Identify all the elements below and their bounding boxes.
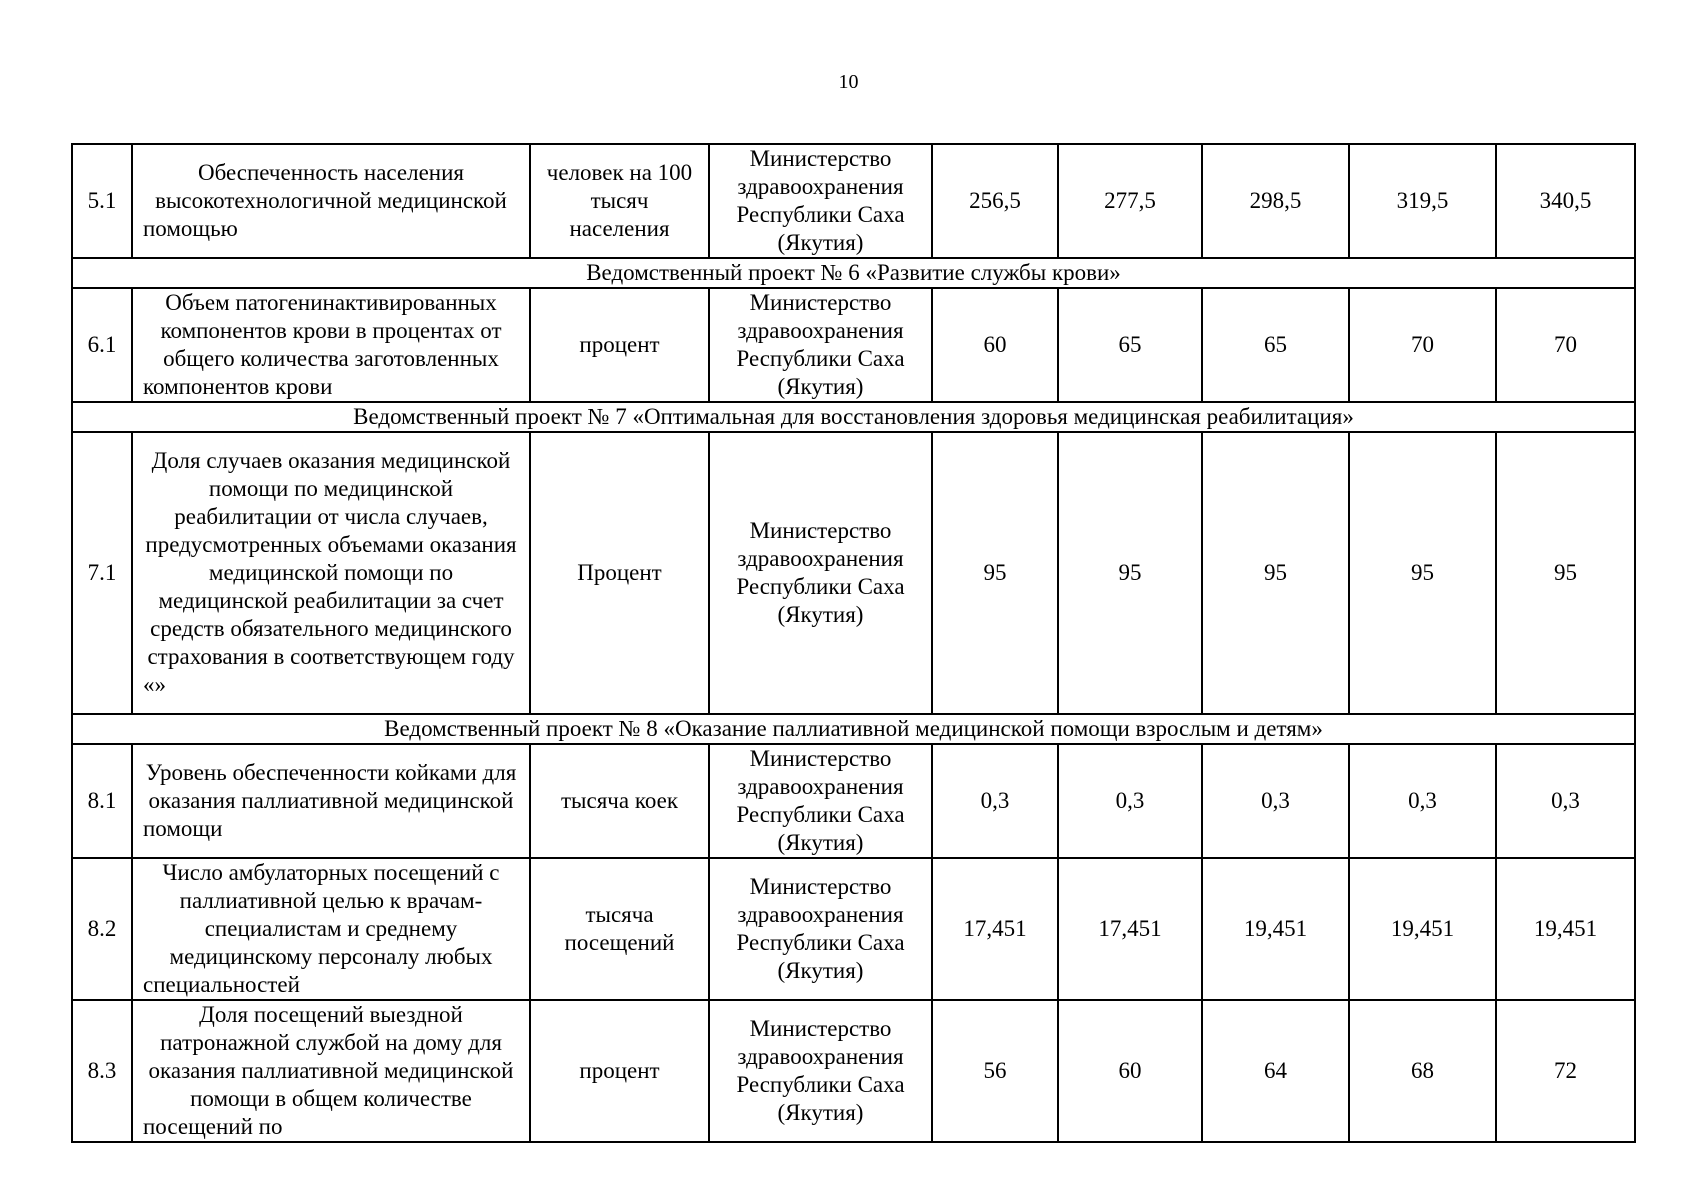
indicator-name: Объем патогенинактивированных компонентов крови в процентах от общего количества заготовленных компонентов крови bbox=[132, 288, 530, 402]
value-cell: 0,3 bbox=[1349, 744, 1496, 858]
table-row bbox=[72, 144, 1635, 258]
value-cell: 0,3 bbox=[1496, 744, 1635, 858]
indicator-name: Число амбулаторных посещений с паллиативной целью к врачам-специалистам и среднему медицинскому персоналу любых специальностей bbox=[132, 858, 530, 1000]
indicator-name: Доля посещений выездной патронажной службой на дому для оказания паллиативной медицинской помощи в общем количестве посещений по bbox=[132, 1000, 530, 1142]
value-cell: 95 bbox=[1058, 432, 1202, 714]
responsible-body: Министерство здравоохранения Республики Саха (Якутия) bbox=[709, 858, 932, 1000]
table-row bbox=[72, 288, 1635, 402]
value-cell: 19,451 bbox=[1202, 858, 1349, 1000]
value-cell: 95 bbox=[1496, 432, 1635, 714]
table-row bbox=[72, 744, 1635, 858]
value-cell: 256,5 bbox=[932, 144, 1058, 258]
indicator-name: Уровень обеспеченности койками для оказания паллиативной медицинской помощи bbox=[132, 744, 530, 858]
unit-of-measure: тысяча посещений bbox=[530, 858, 709, 1000]
value-cell: 70 bbox=[1349, 288, 1496, 402]
row-number: 5.1 bbox=[72, 144, 132, 258]
value-cell: 298,5 bbox=[1202, 144, 1349, 258]
value-cell: 56 bbox=[932, 1000, 1058, 1142]
section-title: Ведомственный проект № 6 «Развитие службы крови» bbox=[72, 258, 1635, 288]
value-cell: 277,5 bbox=[1058, 144, 1202, 258]
section-title: Ведомственный проект № 8 «Оказание паллиативной медицинской помощи взрослым и детям» bbox=[72, 714, 1635, 744]
value-cell: 0,3 bbox=[932, 744, 1058, 858]
row-number: 8.1 bbox=[72, 744, 132, 858]
value-cell: 319,5 bbox=[1349, 144, 1496, 258]
responsible-body: Министерство здравоохранения Республики Саха (Якутия) bbox=[709, 432, 932, 714]
unit-of-measure: тысяча коек bbox=[530, 744, 709, 858]
value-cell: 60 bbox=[1058, 1000, 1202, 1142]
value-cell: 95 bbox=[1202, 432, 1349, 714]
row-number: 6.1 bbox=[72, 288, 132, 402]
value-cell: 0,3 bbox=[1058, 744, 1202, 858]
section-title: Ведомственный проект № 7 «Оптимальная для восстановления здоровья медицинская реабилитация» bbox=[72, 402, 1635, 432]
value-cell: 95 bbox=[1349, 432, 1496, 714]
row-number: 8.2 bbox=[72, 858, 132, 1000]
page-number: 10 bbox=[838, 71, 859, 93]
value-cell: 95 bbox=[932, 432, 1058, 714]
responsible-body: Министерство здравоохранения Республики Саха (Якутия) bbox=[709, 1000, 932, 1142]
value-cell: 17,451 bbox=[932, 858, 1058, 1000]
responsible-body: Министерство здравоохранения Республики Саха (Якутия) bbox=[709, 288, 932, 402]
value-cell: 64 bbox=[1202, 1000, 1349, 1142]
responsible-body: Министерство здравоохранения Республики Саха (Якутия) bbox=[709, 744, 932, 858]
value-cell: 65 bbox=[1058, 288, 1202, 402]
value-cell: 68 bbox=[1349, 1000, 1496, 1142]
unit-of-measure: человек на 100 тысяч населения bbox=[530, 144, 709, 258]
value-cell: 17,451 bbox=[1058, 858, 1202, 1000]
unit-of-measure: процент bbox=[530, 288, 709, 402]
section-row bbox=[72, 714, 1635, 744]
value-cell: 19,451 bbox=[1496, 858, 1635, 1000]
indicator-name: Обеспеченность населения высокотехнологичной медицинской помощью bbox=[132, 144, 530, 258]
row-number: 7.1 bbox=[72, 432, 132, 714]
table-row bbox=[72, 858, 1635, 1000]
value-cell: 19,451 bbox=[1349, 858, 1496, 1000]
indicators-table bbox=[71, 143, 1636, 1143]
indicator-name: Доля случаев оказания медицинской помощи по медицинской реабилитации от числа случаев, предусмотренных объемами оказания медицинской помощи по медицинской реабилитации за счет средств обязательного медицинского страхования в соответствующем году «» bbox=[132, 432, 530, 714]
value-cell: 65 bbox=[1202, 288, 1349, 402]
section-row bbox=[72, 258, 1635, 288]
table-row bbox=[72, 1000, 1635, 1142]
value-cell: 340,5 bbox=[1496, 144, 1635, 258]
row-number: 8.3 bbox=[72, 1000, 132, 1142]
value-cell: 0,3 bbox=[1202, 744, 1349, 858]
section-row bbox=[72, 402, 1635, 432]
responsible-body: Министерство здравоохранения Республики Саха (Якутия) bbox=[709, 144, 932, 258]
value-cell: 70 bbox=[1496, 288, 1635, 402]
table-row bbox=[72, 432, 1635, 714]
unit-of-measure: процент bbox=[530, 1000, 709, 1142]
value-cell: 72 bbox=[1496, 1000, 1635, 1142]
unit-of-measure: Процент bbox=[530, 432, 709, 714]
value-cell: 60 bbox=[932, 288, 1058, 402]
